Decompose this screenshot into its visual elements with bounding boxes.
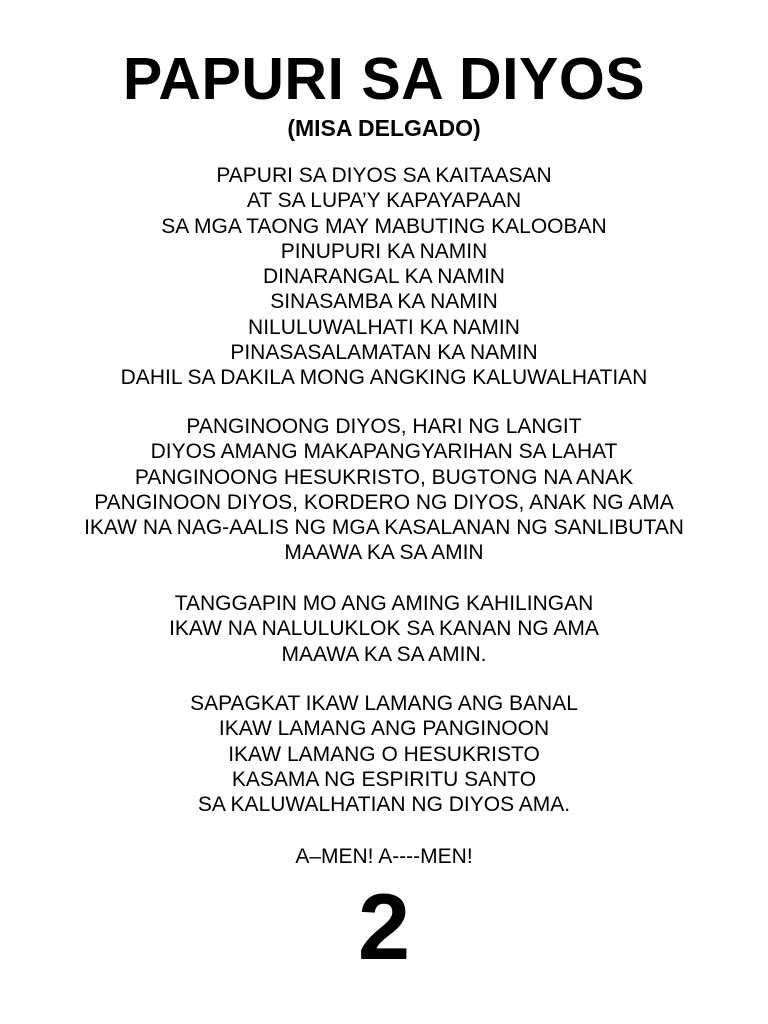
stanza-2 [0,414,768,566]
lyric-line: PINUPURI KA NAMIN [280,239,488,263]
lyric-line: SA MGA TAONG MAY MABUTING KALOOBAN [161,214,607,238]
lyric-line: NILULUWALHATI KA NAMIN [248,315,520,339]
stanza-1 [0,163,768,391]
lyric-line: DIYOS AMANG MAKAPANGYARIHAN SA LAHAT [150,440,618,464]
lyric-line: KASAMA NG ESPIRITU SANTO [231,767,537,791]
stanza-4 [0,691,768,817]
lyric-line: MAAWA KA SA AMIN. [281,642,487,666]
lyric-line: MAAWA KA SA AMIN [284,541,484,565]
lyric-line: SAPAGKAT IKAW LAMANG ANG BANAL [190,692,578,715]
lyric-line: PANGINOONG HESUKRISTO, BUGTONG NA ANAK [134,465,634,489]
lyric-line: IKAW NA NAG-AALIS NG MGA KASALANAN NG SANLIBUTAN [84,516,684,540]
lyric-line: PANGINOONG DIYOS, HARI NG LANGIT [186,415,582,438]
lyric-line: PANGINOON DIYOS, KORDERO NG DIYOS, ANAK NG AMA [94,490,674,514]
lyric-line: IKAW LAMANG ANG PANGINOON [218,717,550,741]
page-title: PAPURI SA DIYOS [122,46,646,112]
lyric-line: IKAW LAMANG O HESUKRISTO [228,742,540,766]
page-number: 2 [357,874,411,979]
lyric-line: DAHIL SA DAKILA MONG ANGKING KALUWALHATIAN [120,366,648,390]
amen-line: A–MEN! A----MEN! [295,845,473,868]
stanza-3 [0,591,768,667]
page-subtitle: (MISA DELGADO) [287,115,481,141]
lyric-line: TANGGAPIN MO ANG AMING KAHILINGAN [174,592,594,615]
lyric-line: PAPURI SA DIYOS SA KAITAASAN [216,164,552,187]
lyric-line: PINASASALAMATAN KA NAMIN [230,341,538,365]
lyric-line: DINARANGAL KA NAMIN [263,265,505,289]
lyric-line: AT SA LUPA’Y KAPAYAPAAN [246,189,522,213]
lyric-line: IKAW NA NALULUKLOK SA KANAN NG AMA [169,617,599,641]
stanza-5-amen [0,844,768,869]
lyric-line: SINASAMBA KA NAMIN [270,290,498,314]
lyric-line: SA KALUWALHATIAN NG DIYOS AMA. [197,793,571,817]
